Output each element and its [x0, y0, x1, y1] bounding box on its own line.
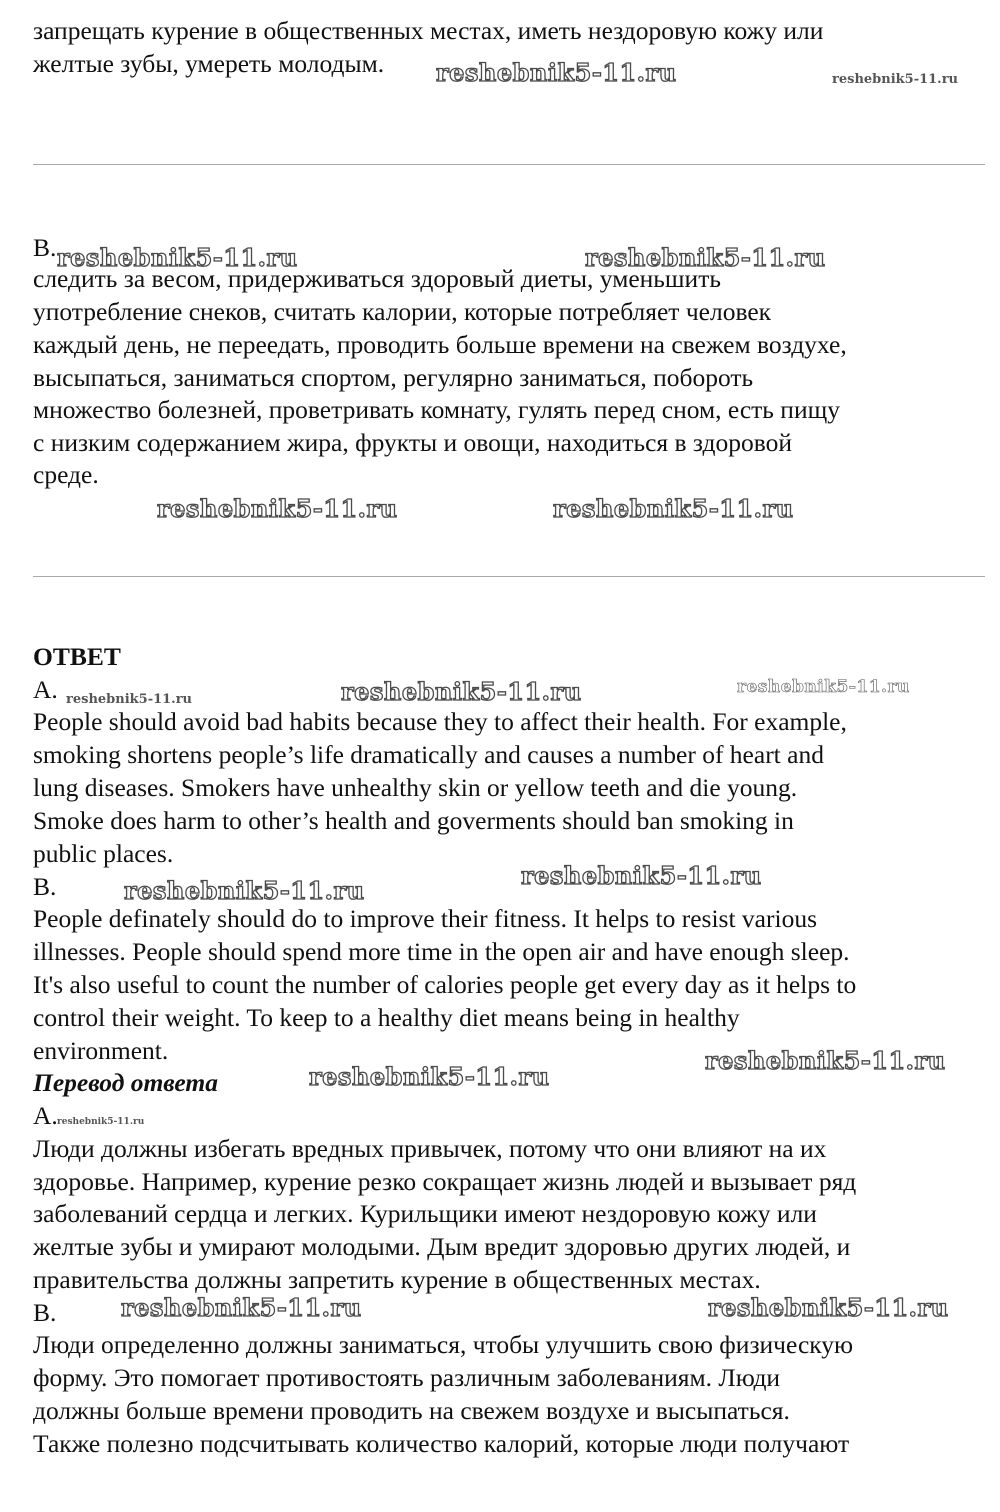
- text-line: правительства должны запретить курение в общественных местах.: [33, 1265, 761, 1294]
- text-line: environment.: [33, 1036, 169, 1065]
- text-line: It's also useful to count the number of calories people get every day as it helps to: [33, 970, 857, 999]
- text-line: форму. Это помогает противостоять различным заболеваниям. Люди: [33, 1363, 781, 1392]
- section-b-label: B.: [33, 233, 57, 262]
- text-line: должны больше времени проводить на свежем воздухе и высыпаться.: [33, 1396, 790, 1425]
- watermark: reshebnik5-11.ru: [705, 1046, 946, 1075]
- watermark: reshebnik5-11.ru: [124, 876, 365, 905]
- text-line: множество болезней, проветривать комнату, гулять перед сном, есть пищу: [33, 395, 840, 424]
- watermark: reshebnik5-11.ru: [737, 677, 910, 697]
- answer-a-label: A.: [33, 675, 58, 704]
- divider: [33, 576, 985, 577]
- divider: [33, 164, 985, 165]
- watermark: reshebnik5-11.ru: [553, 494, 794, 523]
- text-line: Также полезно подсчитывать количество калорий, которые люди получают: [33, 1429, 850, 1458]
- text-line: с низким содержанием жира, фрукты и овощи, находиться в здоровой: [33, 428, 793, 457]
- text-line: употребление снеков, считать калории, которые потребляет человек: [33, 297, 772, 326]
- text-line: желтые зубы, умереть молодым.: [33, 49, 385, 78]
- watermark: reshebnik5-11.ru: [585, 243, 826, 272]
- text-line: высыпаться, заниматься спортом, регулярно заниматься, побороть: [33, 363, 754, 392]
- text-line: Люди должны избегать вредных привычек, потому что они влияют на их: [33, 1134, 827, 1163]
- text-line: smoking shortens people’s life dramatically and causes a number of heart and: [33, 740, 824, 769]
- translation-heading: Перевод ответа: [33, 1068, 218, 1097]
- watermark: reshebnik5-11.ru: [521, 861, 762, 890]
- text-line: control their weight. To keep to a healthy diet means being in healthy: [33, 1003, 740, 1032]
- watermark: reshebnik5-11.ru: [832, 72, 959, 87]
- text-line: следить за весом, придерживаться здоровый диеты, уменьшить: [33, 264, 721, 293]
- answer-heading: ОТВЕТ: [33, 642, 121, 671]
- watermark: reshebnik5-11.ru: [708, 1293, 949, 1322]
- text-line: lung diseases. Smokers have unhealthy skin or yellow teeth and die young.: [33, 773, 798, 802]
- text-line: Люди определенно должны заниматься, чтобы улучшить свою физическую: [33, 1330, 854, 1359]
- text-line: желтые зубы и умирают молодыми. Дым вредит здоровью других людей, и: [33, 1232, 851, 1261]
- text-line: каждый день, не переедать, проводить больше времени на свежем воздухе,: [33, 330, 847, 359]
- watermark: reshebnik5-11.ru: [121, 1293, 362, 1322]
- watermark: reshebnik5-11.ru: [66, 692, 193, 707]
- watermark: reshebnik5-11.ru: [57, 1117, 145, 1127]
- translation-b-label: B.: [33, 1298, 57, 1327]
- text-line: People definately should do to improve their fitness. It helps to resist various: [33, 904, 817, 933]
- watermark: reshebnik5-11.ru: [341, 677, 582, 706]
- translation-a-label: A.: [33, 1101, 58, 1130]
- text-line: заболеваний сердца и легких. Курильщики имеют нездоровую кожу или: [33, 1199, 817, 1228]
- answer-b-label: B.: [33, 872, 57, 901]
- text-line: среде.: [33, 460, 99, 489]
- watermark: reshebnik5-11.ru: [157, 494, 398, 523]
- text-line: здоровье. Например, курение резко сокращает жизнь людей и вызывает ряд: [33, 1167, 857, 1196]
- text-line: illnesses. People should spend more time in the open air and have enough sleep.: [33, 937, 850, 966]
- text-line: public places.: [33, 839, 174, 868]
- watermark: reshebnik5-11.ru: [309, 1062, 550, 1091]
- watermark: reshebnik5-11.ru: [57, 243, 298, 272]
- text-line: People should avoid bad habits because they to affect their health. For example,: [33, 707, 847, 736]
- watermark: reshebnik5-11.ru: [436, 58, 677, 87]
- text-line: запрещать курение в общественных местах, иметь нездоровую кожу или: [33, 16, 824, 45]
- text-line: Smoke does harm to other’s health and goverments should ban smoking in: [33, 806, 794, 835]
